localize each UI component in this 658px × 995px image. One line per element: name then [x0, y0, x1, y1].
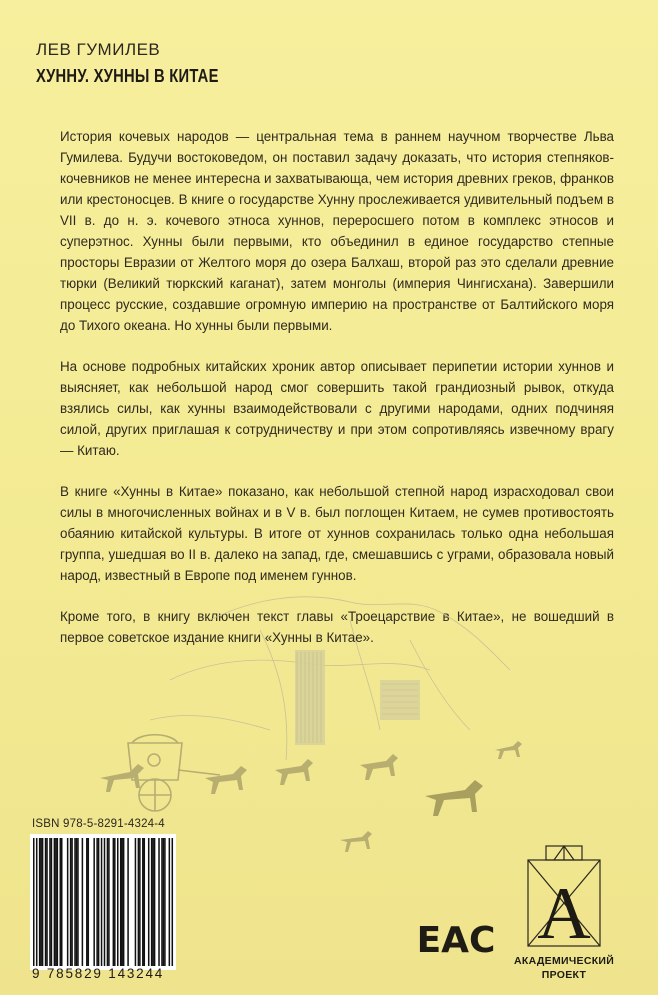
publisher-name-line-2: ПРОЕКТ: [541, 969, 587, 981]
barcode-bar: [107, 838, 109, 966]
publisher-logo-letter: А: [537, 873, 591, 955]
barcode-bar: [49, 838, 51, 966]
barcode-bar: [114, 838, 116, 966]
barcode-bar: [42, 838, 44, 966]
barcode-bar: [135, 838, 137, 966]
book-title: ХУННУ. ХУННЫ В КИТАЕ: [36, 66, 219, 86]
barcode-bar: [86, 838, 88, 966]
barcode-bar: [142, 838, 144, 966]
barcode-bar: [108, 838, 110, 966]
barcode-bar: [33, 838, 35, 966]
barcode-bar: [127, 838, 129, 966]
barcode-bar: [101, 838, 103, 966]
barcode-bar: [55, 838, 57, 966]
barcode-bar: [172, 838, 174, 966]
map-border-line: [150, 715, 270, 730]
barcode-bar: [113, 838, 115, 966]
barcode-bar: [152, 838, 154, 966]
barcode-bar: [120, 838, 122, 966]
eac-certification-mark: [416, 918, 496, 961]
barcode-bar: [60, 838, 62, 966]
barcode-bar: [40, 838, 42, 966]
barcode-bar: [154, 838, 156, 966]
barcode-bar: [74, 838, 76, 966]
barcode-bar: [88, 838, 90, 966]
barcode-bar: [51, 838, 53, 966]
chariot-figure: [128, 735, 220, 811]
barcode-bar: [70, 838, 72, 966]
barcode-bar: [98, 838, 100, 966]
barcode-bar: [139, 838, 141, 966]
barcode-bar: [76, 838, 78, 966]
barcode-bar: [151, 838, 153, 966]
annotation-paragraph-2: На основе подробных китайских хроник автор описывает перипетии истории хуннов и выясняет, как небольшой народ смог совершить такой грандиозный рывок, откуда взялись силы, как хунны взаимодействовали с другими народами, одних подчиняя силой, других приглашая к сотрудничеству и при этом сопротивляясь извечному врагу — Китаю.: [60, 359, 614, 458]
barcode-bar: [117, 838, 119, 966]
annotation-paragraph-1: История кочевых народов — центральная тема в раннем научном творчестве Льва Гумилева. Будучи востоковедом, он поставил задачу доказать, что история степняков-кочевников не менее интересна и захватывающа, чем история древних греков, франков или крестоносцев. В книге о государстве Хунну прослеживается удивительный подъем в VII в. до н. э. кочевого этноса хуннов, переросшего потом в комплекс этносов и суперэтнос. Хунны были первыми, кто объединил в единое государство степные просторы Евразии от Желтого моря до озера Балхаш, второй раз это сделали древние тюрки (Великий тюркский каганат), затем монголы (империя Чингисхана). Завершили процесс русские, создавшие огромную империю на пространстве от Балтийского моря до Тихого океана. Но хунны были первыми.: [60, 129, 614, 333]
barcode-bar: [121, 838, 123, 966]
barcode-block: [30, 818, 176, 983]
map-hatched-region: [295, 650, 325, 745]
publisher-name-line-1: АКАДЕМИЧЕСКИЙ: [514, 955, 615, 967]
map-river-line: [350, 620, 380, 730]
map-river-line: [260, 630, 287, 760]
barcode-bar: [163, 838, 165, 966]
barcode-bar: [169, 838, 171, 966]
barcode-bar: [45, 838, 47, 966]
annotation-paragraph-3: В книге «Хунны в Китае» показано, как небольшой степной народ израсходовал свои силы в многочисленных войнах и в V в. был поглощен Китаем, не сумев противостоять обаянию китайской культуры. В итоге от хуннов сохранилась только одна небольшая группа, ушедшая во II в. далеко на запад, где, смешавшись с уграми, образовала новый народ, известный в Европе под именем гуннов.: [60, 484, 614, 583]
barcode-bar: [144, 838, 146, 966]
annotation-paragraph-4: Кроме того, в книгу включен текст главы «Троецарствие в Китае», не вошедший в первое советское издание книги «Хунны в Китае».: [60, 609, 614, 645]
barcode-bar: [61, 838, 63, 966]
barcode-bar: [96, 838, 98, 966]
barcode-bar: [93, 838, 95, 966]
barcode-bar: [54, 838, 56, 966]
publisher-logo: [514, 842, 614, 990]
barcode-bar: [36, 838, 38, 966]
barcode-bar: [39, 838, 41, 966]
barcode-bar: [138, 838, 140, 966]
barcode-bar: [57, 838, 59, 966]
barcode-bar: [77, 838, 79, 966]
barcode-digits: 9 785829 143244: [32, 966, 165, 981]
isbn-label: ISBN 978-5-8291-4324-4: [32, 818, 165, 830]
barcode-bar: [148, 838, 150, 966]
barcode-bar: [46, 838, 48, 966]
barcode-bars: [30, 834, 176, 970]
map-border-line: [210, 597, 510, 670]
publisher-emblem-icon: [514, 842, 614, 955]
barcode-bar: [104, 838, 106, 966]
barcode: [30, 834, 176, 970]
barcode-bar: [67, 838, 69, 966]
author-name: ЛЕВ ГУМИЛЕВ: [36, 40, 161, 59]
barcode-bar: [164, 838, 166, 966]
barcode-bar: [123, 838, 125, 966]
eac-mark-text: EAC: [416, 920, 496, 961]
barcode-bar: [161, 838, 163, 966]
barcode-bar: [158, 838, 160, 966]
publisher-name: [514, 954, 614, 982]
barcode-bar: [82, 838, 84, 966]
barcode-bar: [71, 838, 73, 966]
